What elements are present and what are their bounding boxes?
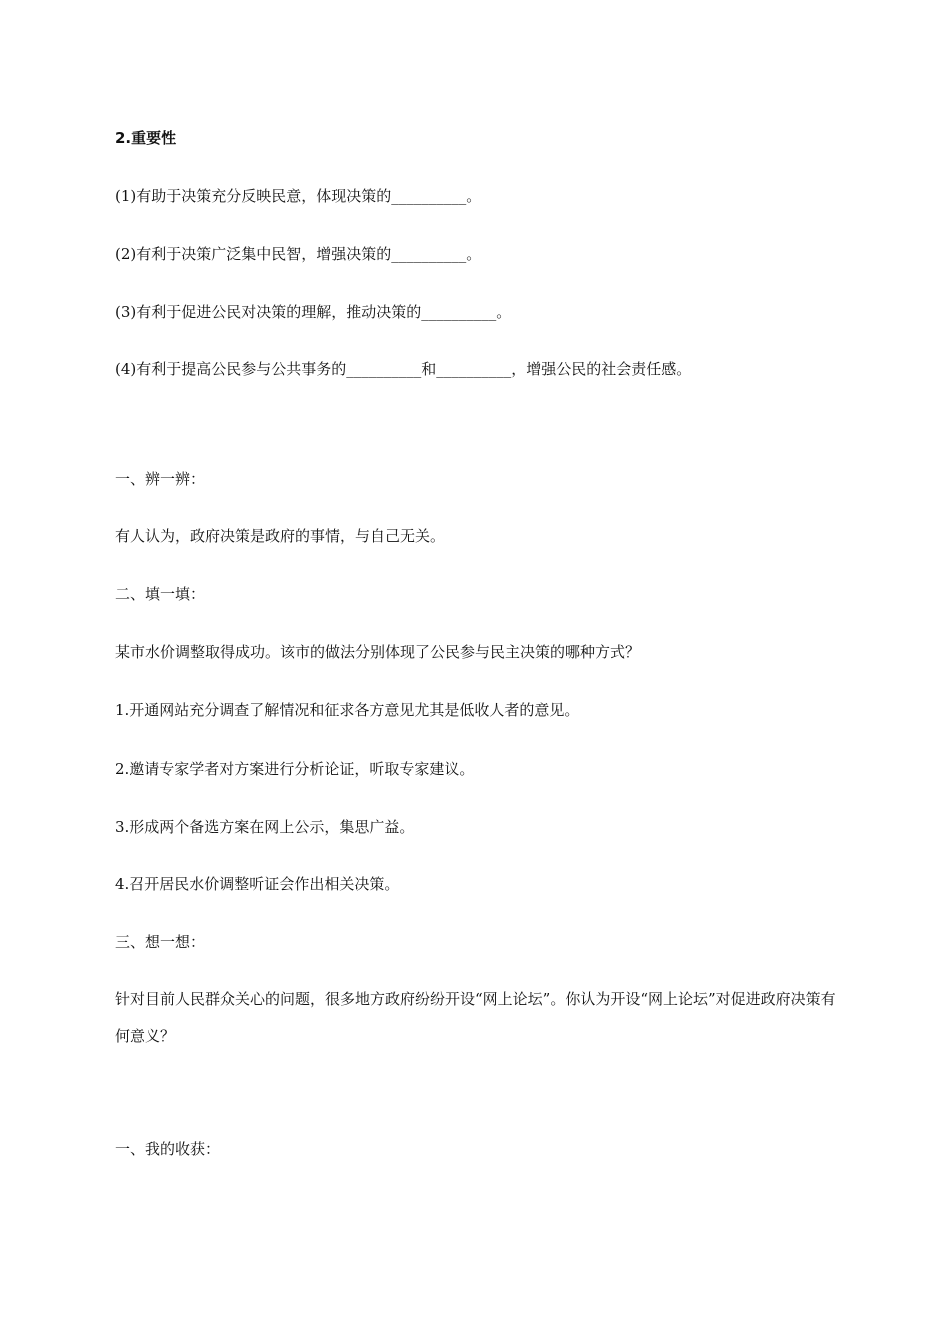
importance-item-3: (3)有利于促进公民对决策的理解，推动决策的__________。 bbox=[115, 303, 512, 321]
fill-heading: 二、填一填： bbox=[115, 585, 206, 603]
importance-item-1: (1)有助于决策充分反映民意，体现决策的__________。 bbox=[115, 187, 482, 205]
fill-item-1: 1.开通网站充分调查了解情况和征求各方意见尤其是低收人者的意见。 bbox=[115, 701, 580, 719]
distinguish-statement: 有人认为，政府决策是政府的事情，与自己无关。 bbox=[115, 527, 446, 545]
importance-heading: 2.重要性 bbox=[115, 129, 177, 147]
reflection-heading: 一、我的收获： bbox=[115, 1140, 221, 1158]
fill-prompt: 某市水价调整取得成功。该市的做法分别体现了公民参与民主决策的哪种方式？ bbox=[115, 643, 641, 661]
think-question: 针对目前人民群众关心的问题，很多地方政府纷纷开设“网上论坛”。你认为开设“网上论坛”对促进政府决策有何意义？ bbox=[115, 990, 836, 1045]
fill-item-4: 4.召开居民水价调整听证会作出相关决策。 bbox=[115, 875, 400, 893]
fill-item-3: 3.形成两个备选方案在网上公示，集思广益。 bbox=[115, 818, 415, 836]
importance-item-4: (4)有利于提高公民参与公共事务的__________和__________，增强公民的社会责任感。 bbox=[115, 360, 692, 378]
importance-item-2: (2)有利于决策广泛集中民智，增强决策的__________。 bbox=[115, 245, 482, 263]
fill-item-2: 2.邀请专家学者对方案进行分析论证，听取专家建议。 bbox=[115, 760, 475, 778]
think-heading: 三、想一想： bbox=[115, 933, 206, 951]
distinguish-heading: 一、辨一辨： bbox=[115, 470, 206, 488]
